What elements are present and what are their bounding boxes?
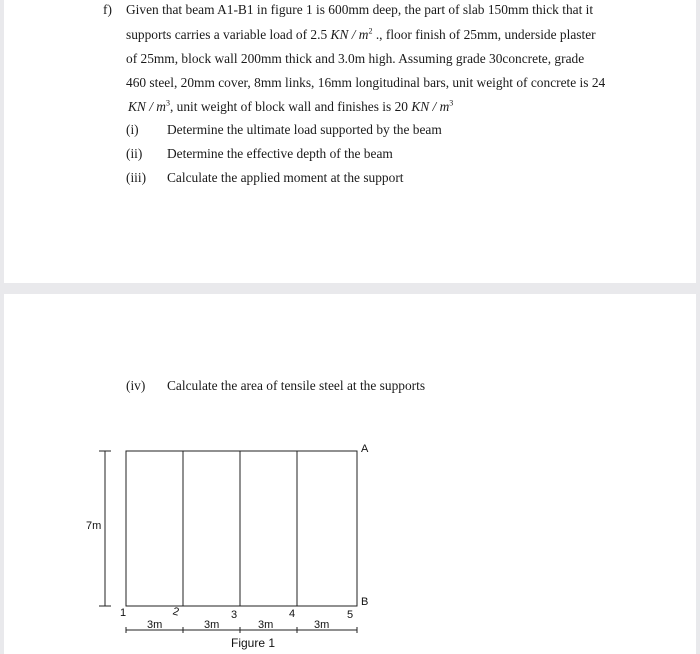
part-i-number: (i) [126,122,139,137]
point-a-label: A [361,443,369,455]
question-line-2: supports carries a variable load of 2.5 KN / $m^2$ ., floor finish of 25mm, underside plaster [126,26,596,42]
node-4-label: 4 [289,608,296,620]
height-label: 7m [86,520,102,532]
part-iv-number: (iv) [126,378,146,393]
part-ii-text: Determine the effective depth of the beam [167,146,393,161]
part-iii-number: (iii) [126,170,147,185]
part-iv-text: Calculate the area of tensile steel at the supports [167,378,426,393]
document-page-2 [4,294,696,654]
question-line-1: Given that beam A1-B1 in figure 1 is 600mm deep, the part of slab 150mm thick that it [126,2,594,17]
question-line-5: KN / $m^3$, unit weight of block wall and finishes is 20 KN / $m^3$ [128,98,454,114]
question-line-4: 460 steel, 20mm cover, 8mm links, 16mm longitudinal bars, unit weight of concrete is 24 [126,75,606,90]
figure-1-beam-layout [4,294,696,654]
document-page-1 [4,0,696,283]
span-label-4: 3m [314,619,330,631]
node-1-label: 1 [120,607,127,619]
figure-caption: Figure 1 [231,636,276,650]
node-2-label: 2 [171,605,181,619]
slab-panel-outline [126,451,357,606]
part-ii-number: (ii) [126,146,143,161]
span-label-2: 3m [204,619,220,631]
part-iii-text: Calculate the applied moment at the support [167,170,404,185]
question-label: f) [103,2,112,17]
node-3-label: 3 [231,609,238,621]
question-line-3: of 25mm, block wall 200mm thick and 3.0m high. Assuming grade 30concrete, grade [126,51,585,66]
node-5-label: 5 [347,609,354,621]
point-b-label: B [361,596,369,608]
span-label-3: 3m [258,619,274,631]
span-label-1: 3m [147,619,163,631]
part-i-text: Determine the ultimate load supported by the beam [167,122,442,137]
